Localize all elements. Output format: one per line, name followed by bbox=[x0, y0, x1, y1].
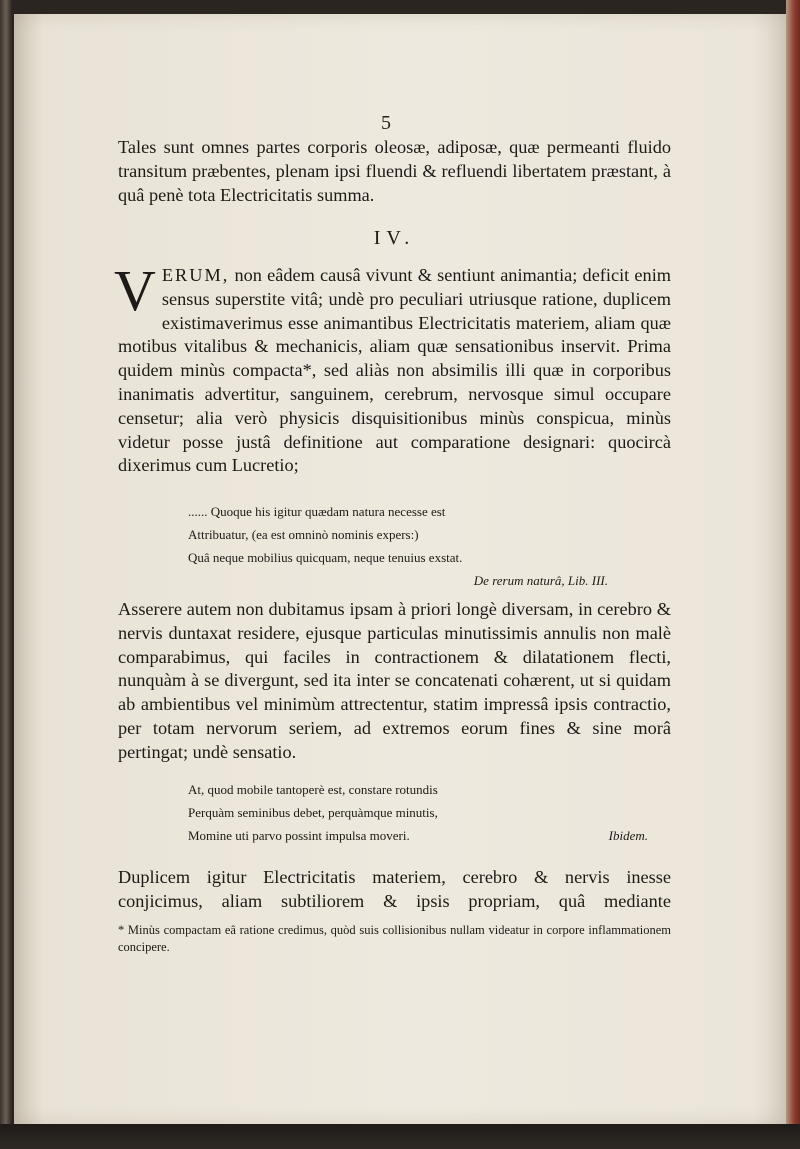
verse-source: Ibidem. bbox=[608, 828, 648, 843]
paragraph-2-body: non eâdem causâ vivunt & sentiunt animantia; deficit enim sensus superstite vitâ; undè pro peculiari utriusque ratione, duplicem existimaverimus esse animantibus Electricitatis materiem, aliam quæ motibus vitalibus & mechanicis, aliam quæ sensationibus inservit. Prima quidem minùs compacta*, sed aliàs non absimilis illi quæ in corporibus inanimatis advertitur, sanguinem, cerebrum, nervosque simul occupare censetur; alia verò physicis disquisitionibus minùs conspicua, minùs videtur posse justâ definitione aut comparatione designari: quocircà dixerimus cum Lucretio; bbox=[118, 265, 671, 476]
small-caps-word: ERUM, bbox=[161, 265, 230, 285]
paragraph-1 bbox=[118, 136, 671, 207]
verse-quote-2 bbox=[188, 778, 648, 847]
verse-line-text: Momine uti parvo possint impulsa moveri. bbox=[188, 828, 410, 843]
paragraph-3 bbox=[118, 598, 671, 765]
verse-source: De rerum naturâ, Lib. III. bbox=[473, 573, 608, 588]
verse-line: Quâ neque mobilius quicquam, neque tenuius exstat. bbox=[188, 550, 463, 565]
page-number: 5 bbox=[381, 112, 391, 134]
book-edge-bottom bbox=[0, 1124, 800, 1149]
paragraph-1-text: Tales sunt omnes partes corporis oleosæ, adiposæ, quæ permeanti fluido transitum præbentes, plenam ipsi fluendi & refluendi libertatem præstant, à quâ penè tota Electricitatis summa. bbox=[118, 137, 671, 205]
paragraph-2-text bbox=[114, 258, 671, 478]
verse-quote-1 bbox=[188, 500, 608, 592]
paragraph-4-text: Duplicem igitur Electricitatis materiem, cerebro & nervis inesse conjicimus, aliam subtiliorem & ipsis propriam, quâ mediante bbox=[118, 867, 671, 911]
drop-cap: V bbox=[114, 258, 156, 323]
book-page bbox=[14, 14, 786, 1124]
verse-line: Perquàm seminibus debet, perquàmque minutis, bbox=[188, 805, 438, 820]
section-heading: IV. bbox=[373, 227, 416, 249]
verse-line: ...... Quoque his igitur quædam natura necesse est bbox=[188, 504, 446, 519]
footnote: * Minùs compactam eâ ratione credimus, quòd suis collisionibus nullam videatur in corpore inflammationem concipere. bbox=[118, 923, 671, 954]
book-edge-right bbox=[786, 0, 800, 1149]
paragraph-2 bbox=[114, 258, 671, 478]
paragraph-4 bbox=[118, 866, 671, 914]
verse-line: Attribuatur, (ea est omninò nominis expers:) bbox=[188, 527, 419, 542]
verse-line: At, quod mobile tantoperè est, constare rotundis bbox=[188, 782, 438, 797]
paragraph-3-text: Asserere autem non dubitamus ipsam à priori longè diversam, in cerebro & nervis duntaxat residere, ejusque particulas minutissimis annulis non malè comparabimus, qui faciles in contractionem & dilatationem flecti, nunquàm à se divergunt, sed ita inter se concatenati cohærent, ut si quidam ab ambientibus vel minimùm attrectentur, statim impressâ ipsis contractio, per totam nervorum seriem, ad extremos eorum fines & sine morâ pertingat; undè sensatio. bbox=[118, 599, 671, 762]
verse-line bbox=[188, 824, 648, 847]
